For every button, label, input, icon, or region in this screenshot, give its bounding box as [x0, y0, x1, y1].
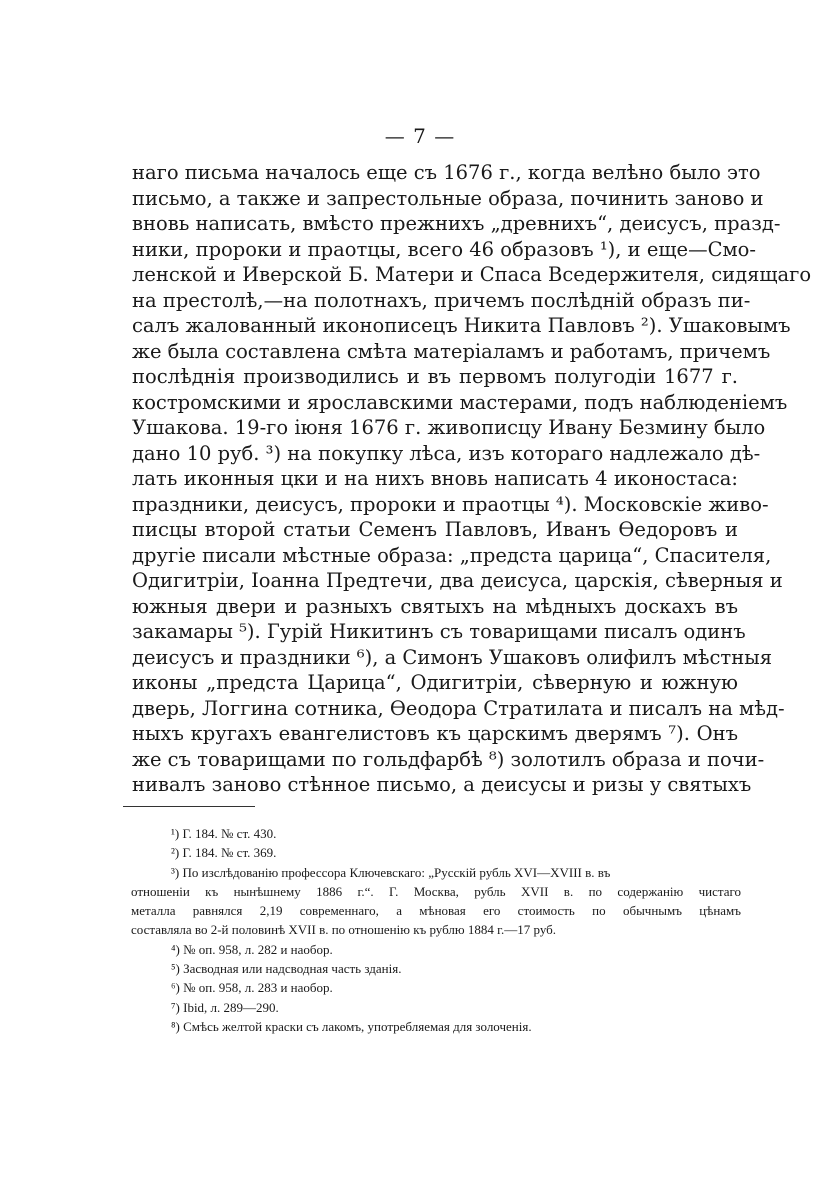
body-line: южныя двери и разныхъ святыхъ на мѣдныхъ доскахъ въ: [132, 594, 738, 618]
body-line: дано 10 руб. ³) на покупку лѣса, изъ котораго надлежало дѣ-: [132, 441, 761, 465]
body-line: другіе писали мѣстные образа: „предста царица“, Спасителя,: [132, 543, 772, 567]
footnote-continuation: составляла во 2-й половинѣ XVII в. по отношенію къ рублю 1884 г.—17 руб.: [131, 922, 557, 938]
body-line: ники, пророки и праотцы, всего 46 образовъ ¹), и еще—Смо-: [132, 237, 756, 261]
body-line: же съ товарищами по гольдфарбѣ ⁸) золотилъ образа и почи-: [132, 747, 765, 771]
body-line: послѣднія производились и въ первомъ полугодіи 1677 г.: [132, 365, 738, 388]
footnote: ¹) Г. 184. № ст. 430.: [171, 826, 277, 841]
body-line: ныхъ кругахъ евангелистовъ къ царскимъ дверямъ ⁷). Онъ: [132, 722, 738, 745]
body-line: Одигитріи, Іоанна Предтечи, два деисуса, царскія, сѣверныя и: [132, 569, 783, 592]
body-line: Ушакова. 19-го іюня 1676 г. живописцу Ивану Безмину было: [132, 416, 766, 439]
body-line: писцы второй статьи Семенъ Павловъ, Иванъ Өедоровъ и: [132, 518, 738, 541]
footnotes: [131, 824, 741, 1036]
body-line: лать иконныя цки и на нихъ вновь написать 4 иконостаса:: [132, 467, 738, 490]
body-line: деисусъ и праздники ⁶), а Симонъ Ушаковъ олифилъ мѣстныя: [132, 645, 773, 669]
page-number: — 7 —: [384, 124, 456, 148]
body-line: салъ жалованный иконописецъ Никита Павловъ ²). Ушаковымъ: [132, 314, 791, 337]
body-line: дверь, Логгина сотника, Өеодора Стратилата и писалъ на мѣд-: [132, 696, 785, 720]
footnote: ⁴) № оп. 958, л. 282 и наобор.: [171, 941, 333, 957]
body-line: иконы „предста Царица“, Одигитріи, сѣверную и южную: [132, 671, 738, 694]
footnote: ⁵) Засводная или надсводная часть зданія.: [171, 961, 402, 977]
body-line: костромскими и ярославскими мастерами, подъ наблюденіемъ: [132, 390, 788, 414]
footnote: ⁸) Смѣсь желтой краски съ лакомъ, употребляемая для золоченія.: [171, 1018, 532, 1034]
body-line: закамары ⁵). Гурій Никитинъ съ товарищами писалъ одинъ: [132, 620, 746, 643]
body-line: праздники, деисусъ, пророки и праотцы ⁴). Московскіе живо-: [132, 492, 769, 516]
footnote: ⁶) № оп. 958, л. 283 и наобор.: [171, 980, 333, 996]
footnote: ³) По изслѣдованію профессора Ключевскаго: „Русскій рубль XVI—XVIII в. въ: [171, 864, 611, 880]
footnote-separator: [123, 806, 255, 807]
footnote-continuation: отношеніи къ нынѣшнему 1886 г.“. Г. Москва, рубль XVII в. по содержанію чистаго: [131, 883, 741, 899]
body-line: вновь написать, вмѣсто прежнихъ „древнихъ“, деисусъ, празд-: [132, 212, 781, 235]
body-line: наго письма началось еще съ 1676 г., когда велѣно было это: [132, 161, 761, 184]
body-line: ленской и Иверской Б. Матери и Спаса Вседержителя, сидящаго: [132, 263, 812, 286]
footnote: ²) Г. 184. № ст. 369.: [171, 845, 277, 861]
body-text: [132, 160, 812, 798]
body-line: на престолѣ,—на полотнахъ, причемъ послѣдній образъ пи-: [132, 288, 751, 312]
body-line: же была составлена смѣта матеріаламъ и работамъ, причемъ: [132, 339, 771, 363]
footnote-continuation: металла равнялся 2,19 современнаго, а мѣновая его стоимость по обычнымъ цѣнамъ: [131, 903, 741, 919]
body-line: нивалъ заново стѣнное письмо, а деисусы и ризы у святыхъ: [132, 773, 752, 796]
body-line: письмо, а также и запрестольные образа, починить заново и: [132, 186, 764, 210]
footnote: ⁷) Ibid, л. 289—290.: [171, 999, 279, 1015]
